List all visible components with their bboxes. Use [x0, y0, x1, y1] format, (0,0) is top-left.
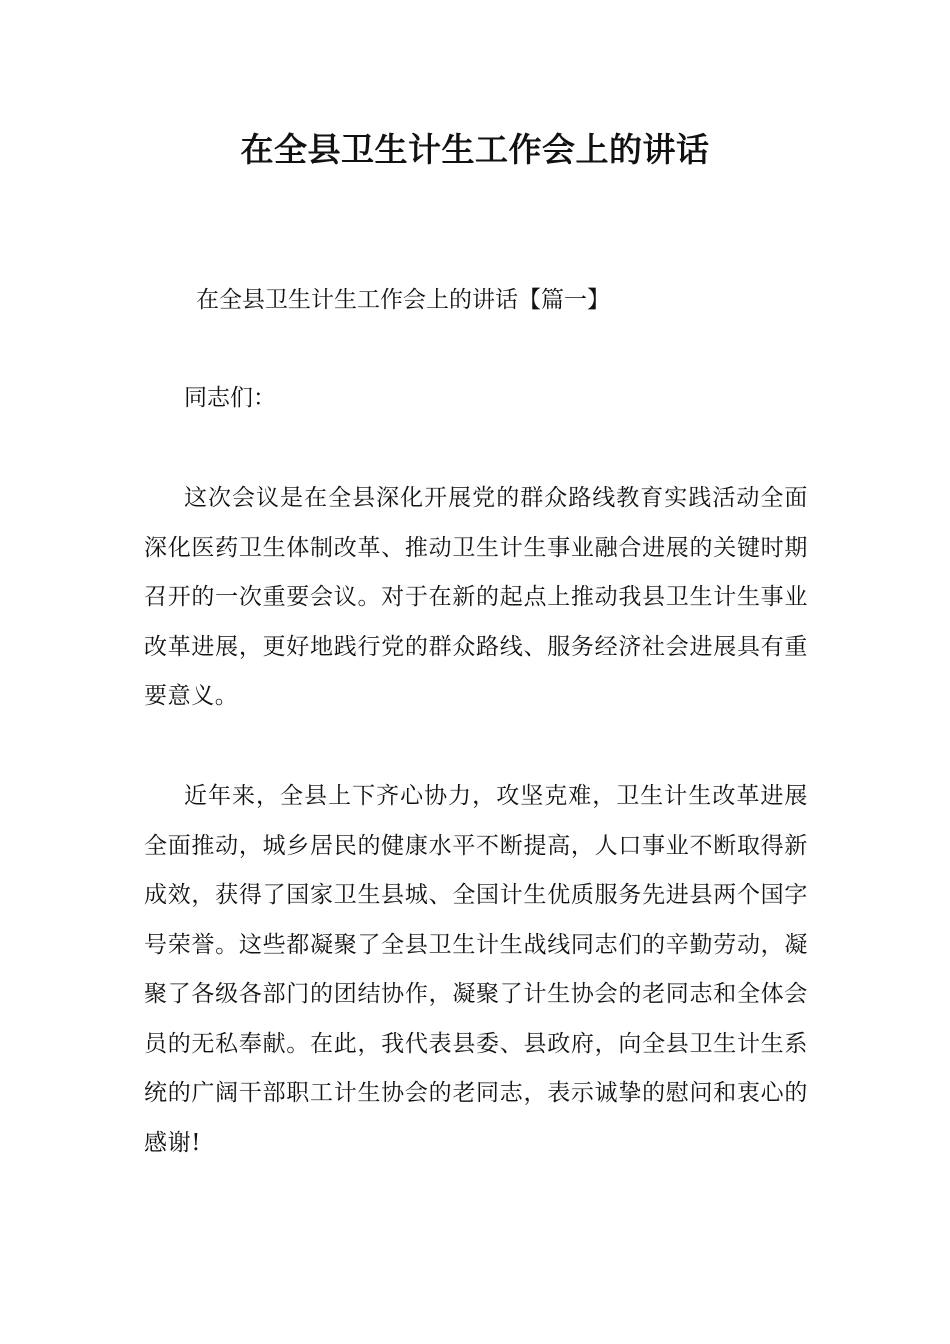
document-subtitle: 在全县卫生计生工作会上的讲话【篇一】: [196, 287, 610, 313]
body-paragraph-1: 这次会议是在全县深化开展党的群众路线教育实践活动全面深化医药卫生体制改革、推动卫生计生事业融合进展的关键时期召开的一次重要会议。对于在新的起点上推动我县卫生计生事业改革进展，更好地践行党的群众路线、服务经济社会进展具有重要意义。: [144, 485, 808, 709]
body-paragraph-2: 近年来，全县上下齐心协力，攻坚克难，卫生计生改革进展全面推动，城乡居民的健康水平不断提高，人口事业不断取得新成效，获得了国家卫生县城、全国计生优质服务先进县两个国字号荣誉。这些都凝聚了全县卫生计生战线同志们的辛勤劳动，凝聚了各级各部门的团结协作，凝聚了计生协会的老同志和全体会员的无私奉献。在此，我代表县委、县政府，向全县卫生计生系统的广阔干部职工计生协会的老同志，表示诚挚的慰问和衷心的感谢!: [144, 783, 808, 1156]
salutation: 同志们：: [184, 385, 276, 411]
document-title: 在全县卫生计生工作会上的讲话: [240, 130, 710, 169]
